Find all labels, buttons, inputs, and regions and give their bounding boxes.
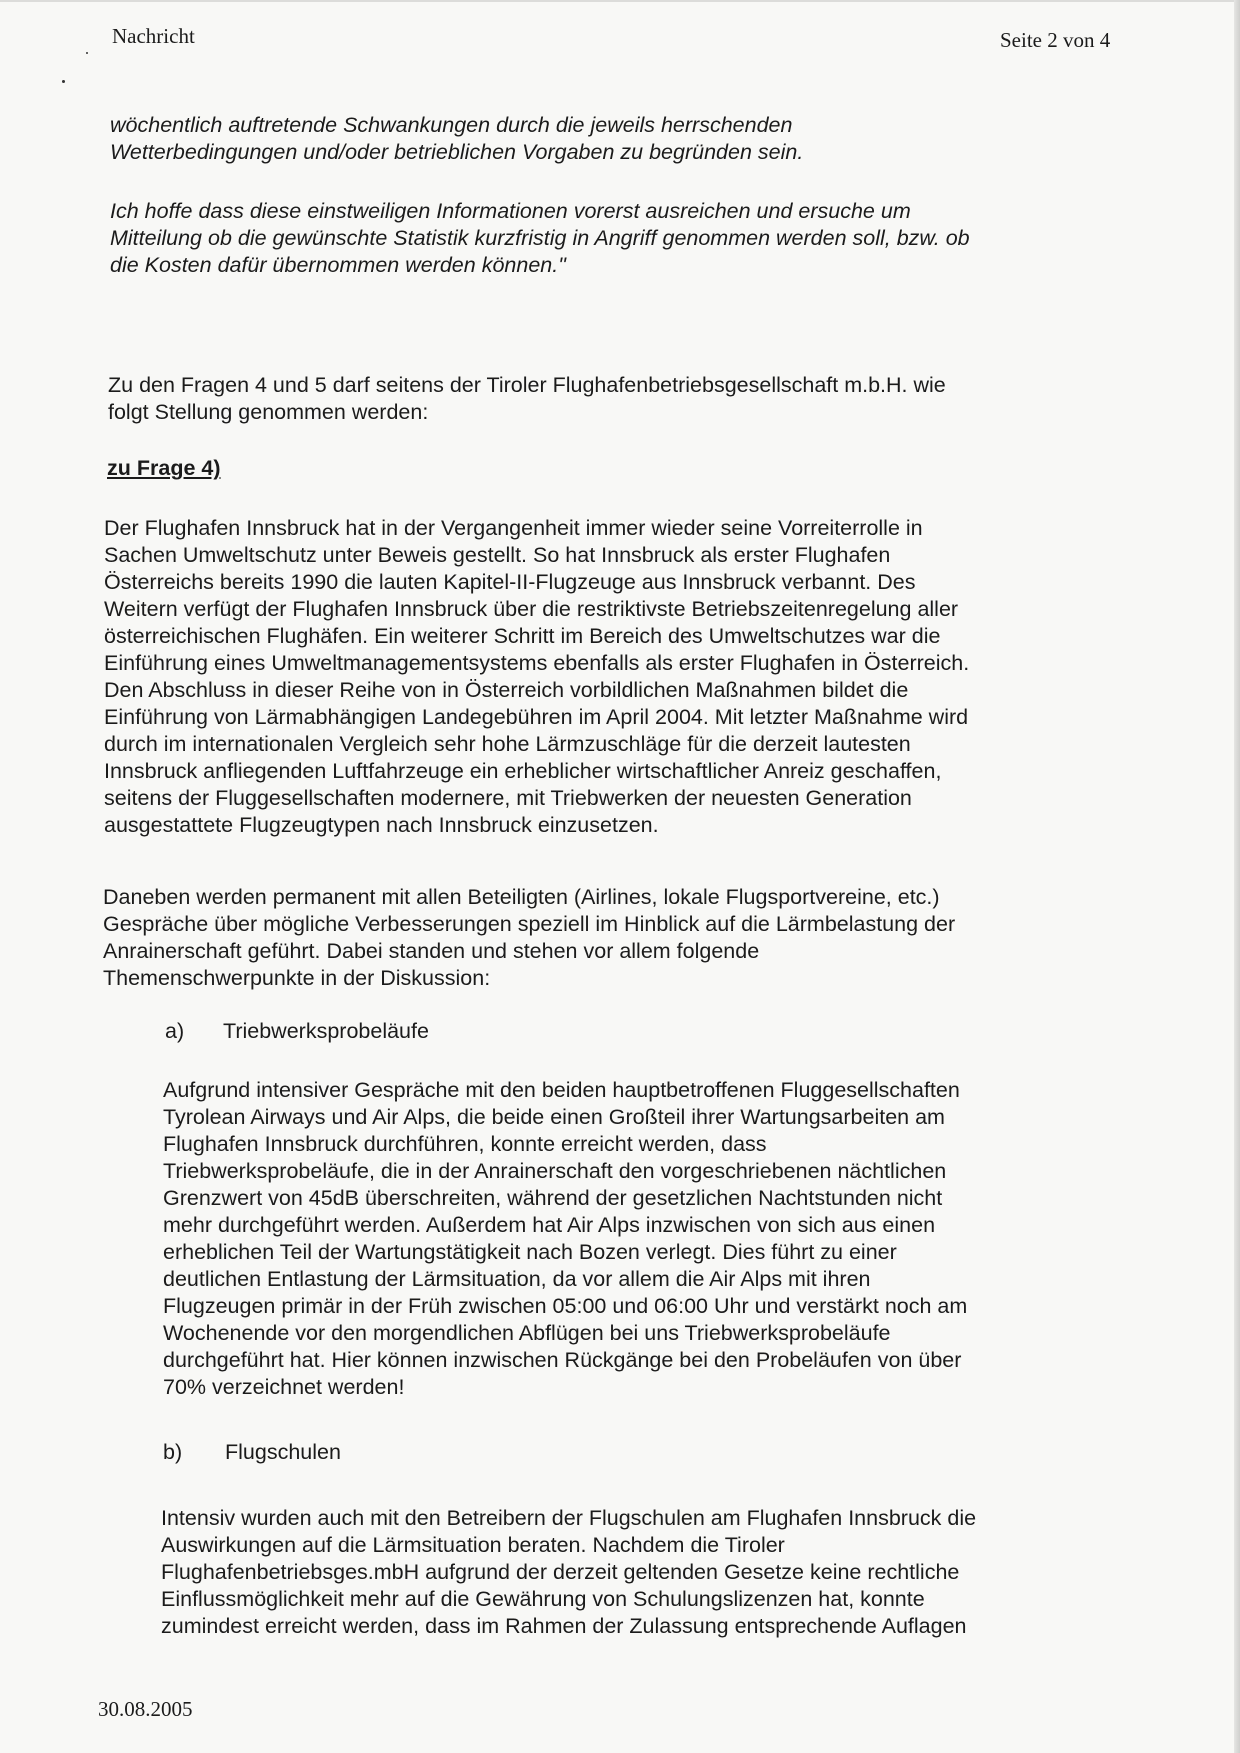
- header-title: Nachricht: [112, 24, 195, 48]
- list-item-text: Aufgrund intensiver Gespräche mit den beiden hauptbetroffenen Fluggesellschaften Tyrolean Airways und Air Alps, die beide einen Großteil ihrer Wartungsarbeiten am Flughafen Innsbruck durchführen, konnte erreicht werden, dass Triebwerksprobeläufe, die in der Anrainerschaft den vorgeschriebenen nächtlichen Grenzwert von 45dB überschreiten, während der gesetzlichen Nachtstunden nicht mehr durchgeführt werden. Außerdem hat Air Alps inzwischen von sich aus einen erheblichen Teil der Wartungstätigkeit nach Bozen verlegt. Dies führt zu einer deutlichen Entlastung der Lärmsituation, da vor allem die Air Alps mit ihren Flugzeugen primär in der Früh zwischen 05:00 und 06:00 Uhr und verstärkt noch am Wochenende vor den morgendlichen Abflügen bei uns Triebwerksprobeläufe durchgeführt hat. Hier können inzwischen Rückgänge bei den Probeläufen von über 70% verzeichnet werden!: [163, 1078, 968, 1399]
- footer-date: 30.08.2005: [98, 1697, 193, 1721]
- page-number: Seite 2 von 4: [1000, 28, 1111, 52]
- list-item-heading: [163, 1440, 341, 1465]
- scan-edge-top: [0, 0, 1240, 2]
- list-item-title: Flugschulen: [225, 1440, 341, 1464]
- list-item-title: Triebwerksprobeläufe: [223, 1019, 429, 1043]
- list-item-text: Intensiv wurden auch mit den Betreibern der Flugschulen am Flughafen Innsbruck die Auswirkungen auf die Lärmsituation beraten. Nachdem die Tiroler Flughafenbetriebsges.mbH aufgrund der derzeit geltenden Gesetze keine rechtliche Einflussmöglichkeit mehr auf die Gewährung von Schulungslizenzen hat, konnte zumindest erreicht werden, dass im Rahmen der Zulassung entsprechende Auflagen: [161, 1506, 977, 1638]
- body-paragraph-2: Daneben werden permanent mit allen Beteiligten (Airlines, lokale Flugsportvereine, etc.) Gespräche über mögliche Verbesserungen speziell im Hinblick auf die Lärmbelastung der Anrainerschaft geführt. Dabei standen und stehen vor allem folgende Themenschwerpunkte in der Diskussion:: [103, 885, 956, 990]
- scan-speck: [86, 52, 88, 54]
- list-item-marker: a): [165, 1019, 185, 1043]
- body-paragraph-1: Der Flughafen Innsbruck hat in der Vergangenheit immer wieder seine Vorreiterrolle in Sachen Umweltschutz unter Beweis gestellt. So hat Innsbruck als erster Flughafen Österreichs bereits 1990 die lauten Kapitel-II-Flugzeuge aus Innsbruck verbannt. Des Weitern verfügt der Flughafen Innsbruck über die restriktivste Betriebszeitenregelung aller österreichischen Flughäfen. Ein weiterer Schritt im Bereich des Umweltschutzes war die Einführung eines Umweltmanagementsystems ebenfalls als erster Flughafen in Österreich. Den Abschluss in dieser Reihe von in Österreich vorbildlichen Maßnahmen bildet die Einführung von Lärmabhängigen Landegebühren im April 2004. Mit letzter Maßnahme wird durch im internationalen Vergleich sehr hohe Lärmzuschläge für die derzeit lautesten Innsbruck anfliegenden Luftfahrzeuge ein erheblicher wirtschaftlicher Anreiz geschaffen, seitens der Fluggesellschaften modernere, mit Triebwerken der neuesten Generation ausgestattete Flugzeugtypen nach Innsbruck einzusetzen.: [104, 516, 970, 837]
- scan-speck: [62, 80, 65, 83]
- scan-edge-right: [1234, 0, 1240, 1753]
- list-item-marker: b): [163, 1440, 183, 1464]
- quote-paragraph-1: wöchentlich auftretende Schwankungen durch die jeweils herrschenden Wetterbedingungen und/oder betrieblichen Vorgaben zu begründen sein.: [110, 113, 804, 164]
- intro-paragraph: Zu den Fragen 4 und 5 darf seitens der Tiroler Flughafenbetriebsgesellschaft m.b.H. wie folgt Stellung genommen werden:: [108, 373, 946, 424]
- section-heading: zu Frage 4): [107, 456, 221, 480]
- quote-paragraph-2: Ich hoffe dass diese einstweiligen Informationen vorerst ausreichen und ersuche um Mitteilung ob die gewünschte Statistik kurzfristig in Angriff genommen werden soll, bzw. ob die Kosten dafür übernommen werden können.": [110, 199, 970, 277]
- list-item-heading: [165, 1019, 429, 1044]
